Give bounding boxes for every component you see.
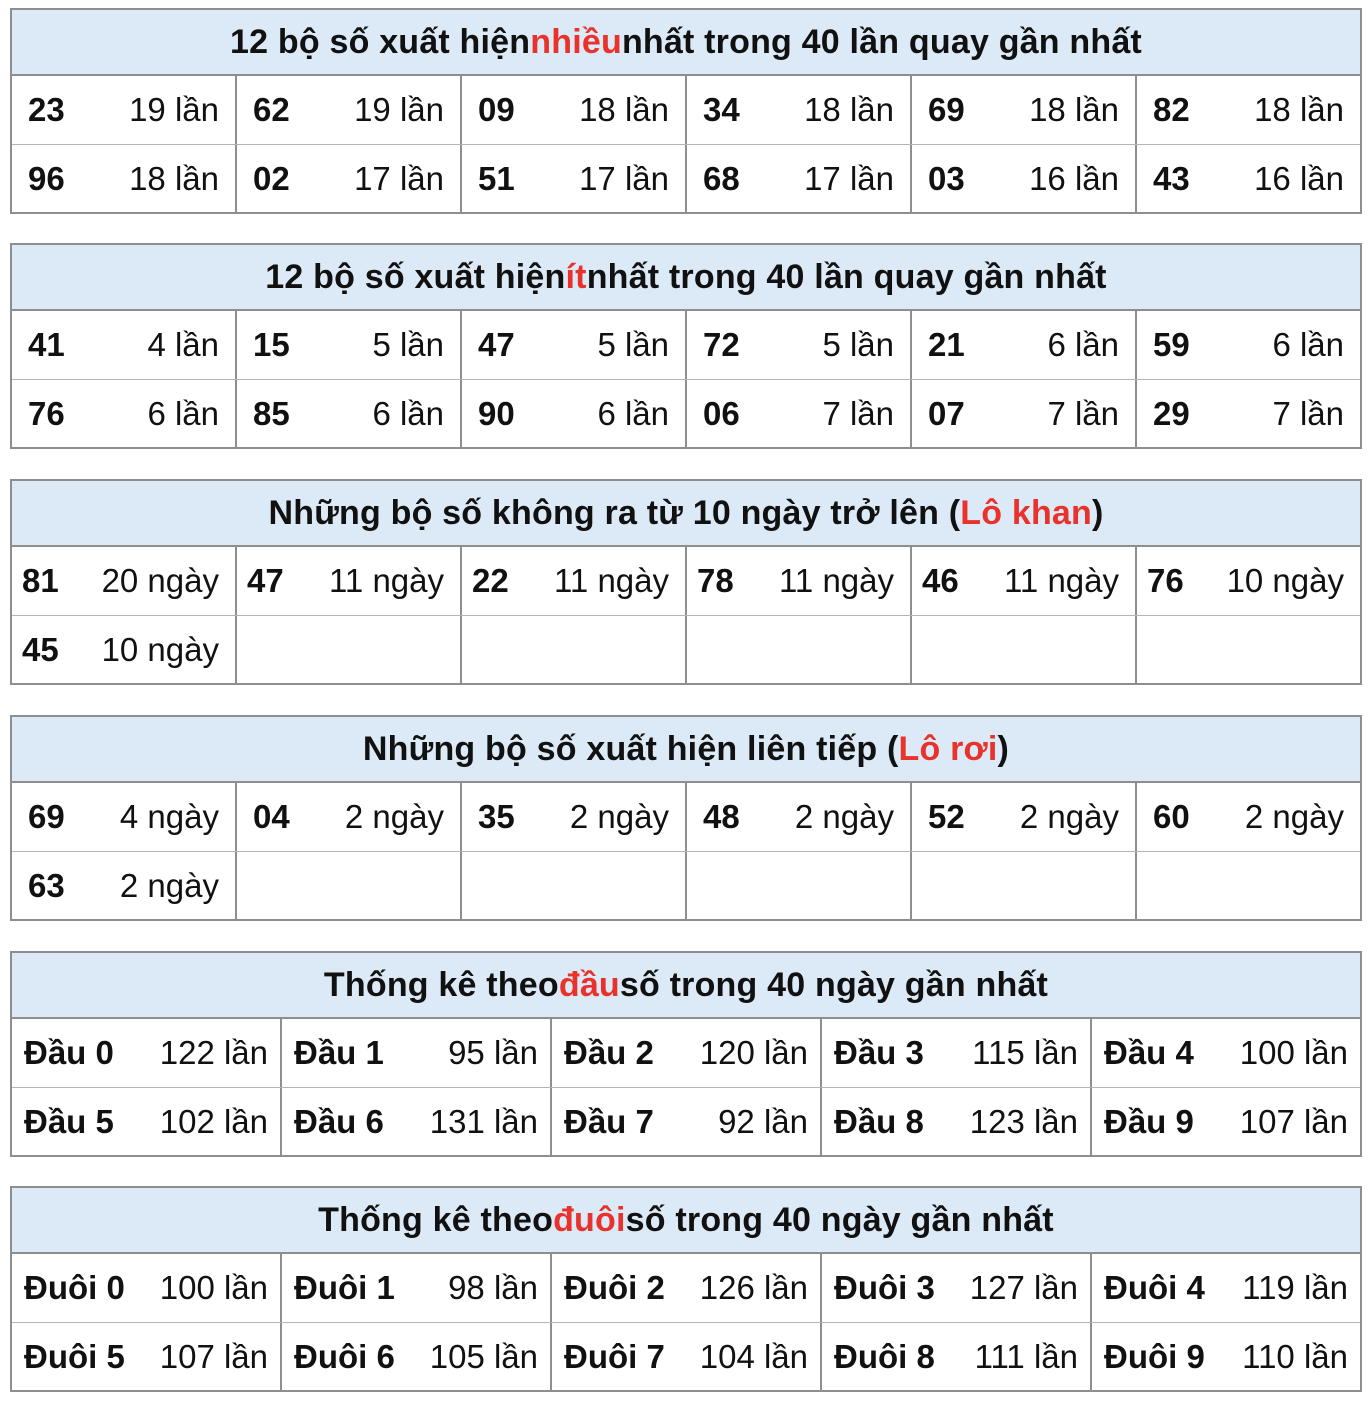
cell-count: 2 ngày (1244, 798, 1344, 835)
title-post: số trong 40 ngày gần nhất (625, 1200, 1054, 1239)
table-cell (910, 616, 1135, 683)
table-cell (460, 783, 685, 851)
cell-count: 102 lần (159, 1102, 268, 1140)
cell-count: 2 ngày (794, 798, 894, 835)
table-cell (12, 1088, 280, 1155)
cell-number: Đầu 2 (564, 1034, 654, 1071)
table-cell (235, 783, 460, 851)
table-cell (820, 1088, 1090, 1155)
table-cell (820, 1019, 1090, 1087)
cell-number: 72 (703, 326, 740, 363)
table-cell (685, 311, 910, 379)
cell-number: 47 (247, 562, 284, 599)
cell-count: 122 lần (159, 1034, 268, 1071)
table-cell (1135, 76, 1360, 144)
cell-number: Đuôi 2 (564, 1269, 665, 1306)
table-cell (685, 783, 910, 851)
cell-number: Đầu 7 (564, 1102, 654, 1140)
cell-count: 10 ngày (1226, 562, 1344, 599)
cell-number: 06 (703, 394, 740, 432)
cell-number: 59 (1153, 326, 1190, 363)
cell-number: 23 (28, 91, 65, 128)
title-highlight: Lô rơi (898, 729, 998, 768)
title-post: ) (1092, 493, 1104, 532)
cell-count: 98 lần (448, 1269, 538, 1306)
cell-count: 20 ngày (101, 562, 219, 599)
title-highlight: ít (565, 257, 587, 296)
least-frequent-table (10, 243, 1362, 449)
title-pre: Những bộ số không ra từ 10 ngày trở lên ( (268, 493, 961, 532)
cell-count: 11 ngày (779, 562, 894, 599)
table-cell (910, 380, 1135, 447)
cell-count: 120 lần (699, 1034, 808, 1071)
table-cell (460, 311, 685, 379)
table-cell (1135, 852, 1360, 919)
cell-number: Đuôi 7 (564, 1337, 665, 1375)
table-cell (280, 1088, 550, 1155)
cell-count: 10 ngày (101, 630, 219, 668)
table-cell (685, 852, 910, 919)
cell-count: 18 lần (1254, 91, 1344, 128)
table-row (12, 615, 1360, 683)
table-row (12, 379, 1360, 447)
table-cell (550, 1088, 820, 1155)
cell-number: 78 (697, 562, 734, 599)
table-cell (12, 311, 235, 379)
cell-number: 90 (478, 394, 515, 432)
cell-count: 7 lần (822, 394, 894, 432)
table-cell (685, 380, 910, 447)
cell-count: 104 lần (699, 1337, 808, 1375)
cell-count: 16 lần (1254, 159, 1344, 197)
cell-count: 5 lần (822, 326, 894, 363)
cell-number: 85 (253, 394, 290, 432)
cell-number: 04 (253, 798, 290, 835)
cell-number: Đầu 4 (1104, 1034, 1194, 1071)
table-cell (1135, 145, 1360, 212)
table-cell (1135, 616, 1360, 683)
cell-number: 69 (28, 798, 65, 835)
cell-count: 92 lần (718, 1102, 808, 1140)
cell-number: 29 (1153, 394, 1190, 432)
cell-number: 43 (1153, 159, 1190, 197)
cell-count: 95 lần (448, 1034, 538, 1071)
cell-number: 76 (28, 394, 65, 432)
cell-number: Đuôi 8 (834, 1337, 935, 1375)
cell-number: 60 (1153, 798, 1190, 835)
table-cell (1090, 1088, 1360, 1155)
table-cell (460, 852, 685, 919)
cell-count: 19 lần (354, 91, 444, 128)
cell-count: 17 lần (579, 159, 669, 197)
cell-number: 47 (478, 326, 515, 363)
cell-number: Đầu 9 (1104, 1102, 1194, 1140)
cell-count: 11 ngày (1004, 562, 1119, 599)
cell-count: 18 lần (579, 91, 669, 128)
cell-number: 69 (928, 91, 965, 128)
table-title (12, 481, 1360, 547)
cell-count: 17 lần (804, 159, 894, 197)
lo-roi-table (10, 715, 1362, 921)
title-pre: Thống kê theo (318, 1200, 554, 1239)
cell-count: 111 lần (974, 1337, 1078, 1375)
title-highlight: đuôi (553, 1200, 626, 1239)
cell-number: 02 (253, 159, 290, 197)
cell-count: 11 ngày (329, 562, 444, 599)
table-cell (1135, 311, 1360, 379)
table-cell (12, 1254, 280, 1322)
cell-number: 09 (478, 91, 515, 128)
cell-number: 48 (703, 798, 740, 835)
cell-count: 7 lần (1047, 394, 1119, 432)
cell-number: 82 (1153, 91, 1190, 128)
cell-count: 19 lần (129, 91, 219, 128)
title-post: nhất trong 40 lần quay gần nhất (621, 22, 1142, 61)
table-cell (235, 852, 460, 919)
cell-count: 126 lần (699, 1269, 808, 1306)
cell-number: 81 (22, 562, 59, 599)
table-cell (1135, 547, 1360, 615)
table-title (12, 953, 1360, 1019)
table-cell (910, 76, 1135, 144)
duoi-stats-table (10, 1186, 1362, 1392)
cell-count: 5 lần (597, 326, 669, 363)
table-cell (460, 616, 685, 683)
cell-count: 107 lần (1239, 1102, 1348, 1140)
cell-number: 46 (922, 562, 959, 599)
cell-count: 115 lần (972, 1034, 1078, 1071)
table-row (12, 1019, 1360, 1087)
cell-number: Đầu 0 (24, 1034, 114, 1071)
table-cell (235, 145, 460, 212)
table-body (12, 783, 1360, 919)
cell-count: 107 lần (159, 1337, 268, 1375)
cell-count: 100 lần (1239, 1034, 1348, 1071)
table-cell (12, 145, 235, 212)
cell-count: 6 lần (147, 394, 219, 432)
cell-count: 2 ngày (119, 866, 219, 904)
title-pre: 12 bộ số xuất hiện (265, 257, 566, 296)
table-cell (685, 76, 910, 144)
cell-number: Đầu 1 (294, 1034, 384, 1071)
table-row (12, 851, 1360, 919)
cell-number: 96 (28, 159, 65, 197)
cell-number: 35 (478, 798, 515, 835)
cell-count: 6 lần (1272, 326, 1344, 363)
table-title (12, 245, 1360, 311)
cell-number: 22 (472, 562, 509, 599)
table-title (12, 10, 1360, 76)
cell-number: Đầu 6 (294, 1102, 384, 1140)
cell-count: 17 lần (354, 159, 444, 197)
table-cell (1090, 1254, 1360, 1322)
table-cell (235, 547, 460, 615)
title-highlight: nhiều (530, 22, 622, 61)
table-cell (910, 311, 1135, 379)
cell-number: Đuôi 3 (834, 1269, 935, 1306)
cell-count: 11 ngày (554, 562, 669, 599)
cell-number: 68 (703, 159, 740, 197)
table-cell (910, 852, 1135, 919)
cell-count: 5 lần (372, 326, 444, 363)
cell-number: Đầu 3 (834, 1034, 924, 1071)
table-cell (910, 547, 1135, 615)
cell-count: 4 lần (147, 326, 219, 363)
table-cell (910, 145, 1135, 212)
cell-number: 41 (28, 326, 65, 363)
table-body (12, 1019, 1360, 1155)
title-pre: Những bộ số xuất hiện liên tiếp ( (362, 729, 899, 768)
cell-number: 07 (928, 394, 965, 432)
title-post: số trong 40 ngày gần nhất (619, 965, 1049, 1004)
table-row (12, 311, 1360, 379)
table-row (12, 144, 1360, 212)
cell-count: 2 ngày (1019, 798, 1119, 835)
table-title (12, 717, 1360, 783)
table-cell (235, 311, 460, 379)
cell-number: Đầu 8 (834, 1102, 924, 1140)
cell-number: Đuôi 1 (294, 1269, 395, 1306)
title-post: ) (997, 729, 1010, 768)
table-title (12, 1188, 1360, 1254)
title-highlight: đầu (558, 965, 620, 1004)
title-post: nhất trong 40 lần quay gần nhất (586, 257, 1107, 296)
table-cell (820, 1323, 1090, 1390)
table-cell (12, 547, 235, 615)
cell-count: 131 lần (429, 1102, 538, 1140)
cell-count: 127 lần (969, 1269, 1078, 1306)
table-cell (550, 1323, 820, 1390)
cell-count: 2 ngày (344, 798, 444, 835)
cell-number: 52 (928, 798, 965, 835)
title-pre: 12 bộ số xuất hiện (230, 22, 531, 61)
table-cell (550, 1019, 820, 1087)
cell-count: 6 lần (597, 394, 669, 432)
cell-number: 34 (703, 91, 740, 128)
cell-number: 76 (1147, 562, 1184, 599)
cell-number: 45 (22, 630, 59, 668)
table-cell (460, 380, 685, 447)
table-row (12, 547, 1360, 615)
table-cell (280, 1019, 550, 1087)
table-body (12, 547, 1360, 683)
cell-count: 16 lần (1029, 159, 1119, 197)
most-frequent-table (10, 8, 1362, 214)
cell-number: 03 (928, 159, 965, 197)
table-body (12, 1254, 1360, 1390)
cell-number: 21 (928, 326, 965, 363)
table-cell (12, 616, 235, 683)
table-cell (12, 852, 235, 919)
cell-number: Đuôi 9 (1104, 1337, 1205, 1375)
table-cell (12, 783, 235, 851)
table-cell (685, 547, 910, 615)
cell-count: 4 ngày (119, 798, 219, 835)
cell-count: 6 lần (1047, 326, 1119, 363)
cell-count: 2 ngày (569, 798, 669, 835)
title-pre: Thống kê theo (323, 965, 559, 1004)
table-cell (550, 1254, 820, 1322)
cell-number: Đuôi 6 (294, 1337, 395, 1375)
cell-count: 18 lần (804, 91, 894, 128)
table-cell (1090, 1019, 1360, 1087)
table-cell (685, 616, 910, 683)
cell-count: 100 lần (159, 1269, 268, 1306)
dau-stats-table (10, 951, 1362, 1157)
table-cell (235, 616, 460, 683)
table-cell (1135, 380, 1360, 447)
cell-count: 110 lần (1242, 1337, 1348, 1375)
table-cell (12, 1323, 280, 1390)
table-cell (235, 380, 460, 447)
cell-count: 119 lần (1242, 1269, 1348, 1306)
table-body (12, 311, 1360, 447)
cell-number: Đầu 5 (24, 1102, 114, 1140)
cell-number: 51 (478, 159, 515, 197)
table-cell (460, 76, 685, 144)
table-cell (1090, 1323, 1360, 1390)
cell-number: Đuôi 0 (24, 1269, 125, 1306)
cell-number: 15 (253, 326, 290, 363)
cell-count: 105 lần (429, 1337, 538, 1375)
table-row (12, 1254, 1360, 1322)
table-cell (460, 547, 685, 615)
cell-count: 18 lần (129, 159, 219, 197)
table-cell (235, 76, 460, 144)
cell-number: Đuôi 5 (24, 1337, 125, 1375)
cell-count: 6 lần (372, 394, 444, 432)
table-cell (910, 783, 1135, 851)
cell-number: 62 (253, 91, 290, 128)
table-row (12, 76, 1360, 144)
table-row (12, 1322, 1360, 1390)
table-row (12, 783, 1360, 851)
table-cell (12, 380, 235, 447)
cell-number: Đuôi 4 (1104, 1269, 1205, 1306)
table-cell (1135, 783, 1360, 851)
cell-count: 7 lần (1272, 394, 1344, 432)
table-row (12, 1087, 1360, 1155)
title-highlight: Lô khan (960, 493, 1092, 532)
table-cell (12, 1019, 280, 1087)
cell-number: 63 (28, 866, 65, 904)
lo-khan-table (10, 479, 1362, 685)
table-cell (12, 76, 235, 144)
cell-count: 123 lần (969, 1102, 1078, 1140)
table-cell (280, 1323, 550, 1390)
cell-count: 18 lần (1029, 91, 1119, 128)
table-cell (460, 145, 685, 212)
table-body (12, 76, 1360, 212)
table-cell (820, 1254, 1090, 1322)
table-cell (280, 1254, 550, 1322)
table-cell (685, 145, 910, 212)
